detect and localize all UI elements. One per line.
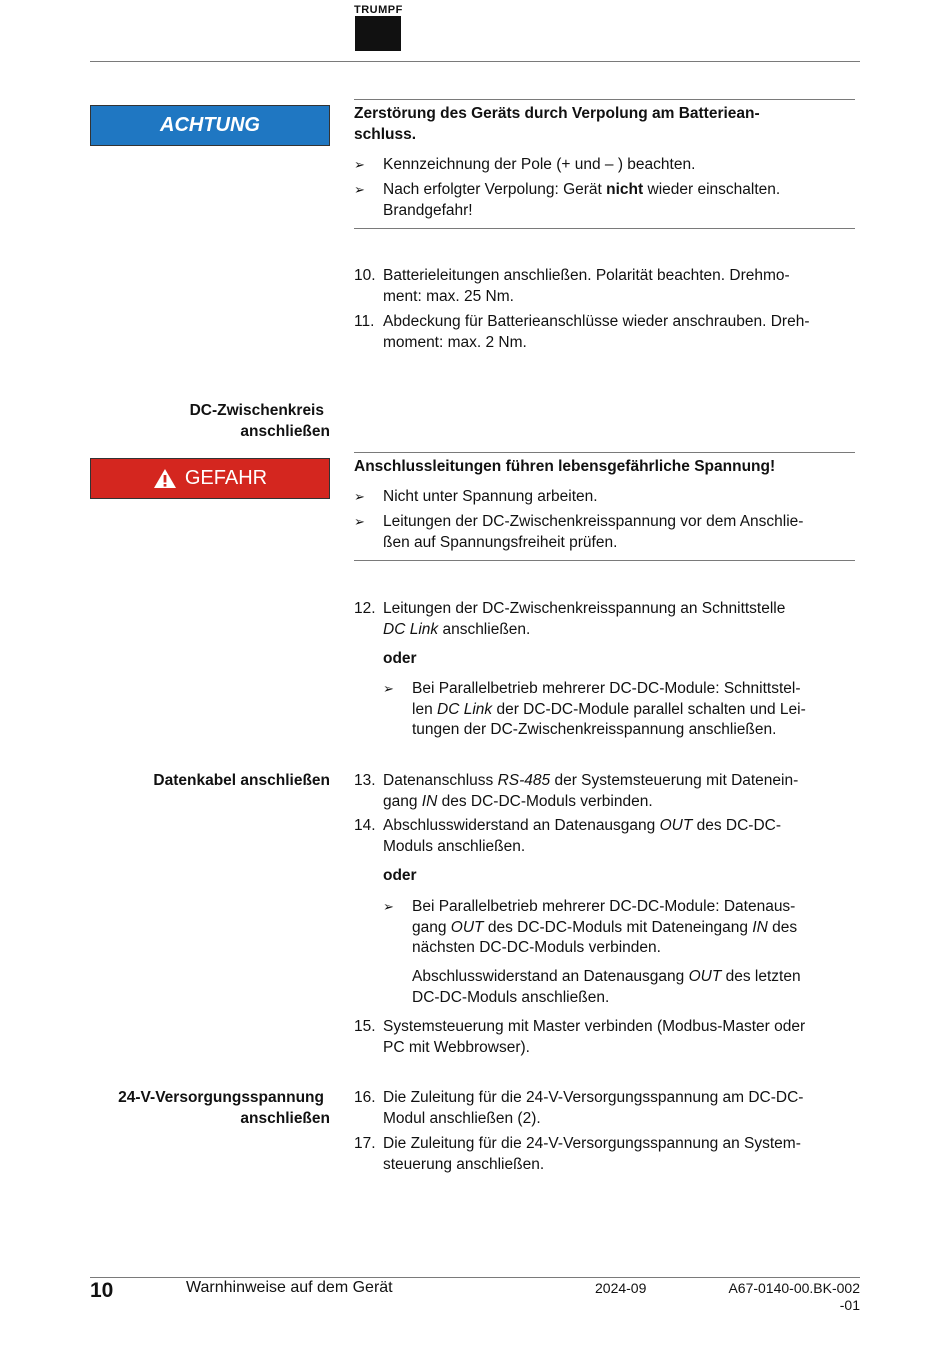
achtung-bullet-2-emph: nicht bbox=[606, 181, 644, 198]
step-10-line1: Batterieleitungen anschließen. Polarität beachten. Drehmo- bbox=[383, 267, 790, 284]
header-rule bbox=[90, 61, 860, 62]
brand-logo-text: TRUMPF bbox=[354, 4, 403, 16]
step-12-line1: Leitungen der DC-Zwischenkreisspannung an Schnittstelle bbox=[383, 600, 786, 617]
interface-name: IN bbox=[421, 792, 438, 810]
step-number: 17. bbox=[354, 1135, 376, 1152]
interface-name: OUT bbox=[659, 817, 693, 834]
achtung-bullet-1 bbox=[354, 155, 860, 176]
step-13-line1-a: Datenanschluss bbox=[383, 772, 498, 789]
achtung-notice bbox=[354, 104, 860, 145]
gefahr-bottom-rule bbox=[354, 560, 855, 561]
interface-name: IN bbox=[752, 918, 768, 936]
achtung-bullet-2-text-c: wieder einschalten. bbox=[643, 181, 781, 198]
step-number: 16. bbox=[354, 1089, 376, 1106]
step-14 bbox=[354, 816, 860, 857]
footer-date: 2024-09 bbox=[595, 1280, 647, 1296]
step-10-line2: ment: max. 25 Nm. bbox=[383, 287, 514, 305]
step-15 bbox=[354, 1017, 860, 1058]
interface-name: DC Link bbox=[437, 700, 493, 718]
interface-name: OUT bbox=[688, 968, 722, 985]
step-number: 14. bbox=[354, 817, 376, 834]
step-17-line1: Die Zuleitung für die 24-V-Versorgungsspannung an System- bbox=[383, 1135, 801, 1152]
parallel-option-dc bbox=[383, 679, 860, 741]
step-17-line2: steuerung anschließen. bbox=[383, 1155, 545, 1173]
step-12-line2-text: anschließen. bbox=[438, 620, 531, 638]
oder-label: oder bbox=[383, 650, 417, 667]
gefahr-bullet-2-line1: Leitungen der DC-Zwischenkreisspannung vor dem Anschlie- bbox=[383, 513, 804, 530]
step-11-line1: Abdeckung für Batterieanschlüsse wieder anschrauben. Dreh- bbox=[383, 313, 810, 330]
footer-rule bbox=[90, 1277, 860, 1278]
step-14-line1-a: Abschlusswiderstand an Datenausgang bbox=[383, 817, 660, 834]
parallel-dc-line2-a: len bbox=[412, 700, 437, 718]
section-heading-24v-line2: anschließen bbox=[240, 1109, 330, 1127]
achtung-bullet-2 bbox=[354, 180, 860, 221]
footer-doc-line1: A67-0140-00.BK-002 bbox=[728, 1280, 860, 1296]
termination-line1-a: Abschlusswiderstand an Datenausgang bbox=[412, 968, 689, 985]
arrow-bullet-icon: ➢ bbox=[354, 489, 365, 504]
section-heading-data-cable: Datenkabel anschließen bbox=[153, 772, 330, 789]
warning-triangle-icon bbox=[153, 468, 177, 489]
arrow-bullet-icon: ➢ bbox=[354, 157, 365, 172]
parallel-dc-line2-c: der DC-DC-Module parallel schalten und Lei- bbox=[492, 700, 806, 718]
step-number: 11. bbox=[354, 313, 375, 330]
achtung-bullet-2-line2: Brandgefahr! bbox=[383, 201, 473, 219]
gefahr-title: Anschlussleitungen führen lebensgefährliche Spannung! bbox=[354, 458, 776, 475]
step-15-line2: PC mit Webbrowser). bbox=[383, 1038, 530, 1056]
section-heading-dc-line2: anschließen bbox=[240, 422, 330, 440]
footer-doc-line2: -01 bbox=[839, 1297, 860, 1313]
step-13-line1-c: der Systemsteuerung mit Datenein- bbox=[550, 772, 799, 789]
step-14-line2: Moduls anschließen. bbox=[383, 837, 526, 855]
step-number: 10. bbox=[354, 267, 376, 284]
parallel-data-line1: Bei Parallelbetrieb mehrerer DC-DC-Module: Datenaus- bbox=[412, 898, 796, 915]
gefahr-bullet-2-line2: ßen auf Spannungsfreiheit prüfen. bbox=[383, 533, 618, 551]
section-heading-24v-line1: 24-V-Versorgungsspannung bbox=[118, 1089, 324, 1106]
arrow-bullet-icon: ➢ bbox=[383, 681, 394, 696]
step-number: 13. bbox=[354, 772, 376, 789]
arrow-bullet-icon: ➢ bbox=[354, 182, 365, 197]
achtung-top-rule bbox=[354, 99, 855, 100]
interface-name: DC Link bbox=[383, 620, 439, 638]
section-heading-24v bbox=[90, 1088, 330, 1129]
achtung-bullet-2-text-a: Nach erfolgter Verpolung: Gerät bbox=[383, 181, 607, 198]
step-12 bbox=[354, 599, 860, 640]
parallel-option-data bbox=[383, 897, 860, 959]
step-14-line1-c: des DC-DC- bbox=[692, 817, 782, 834]
gefahr-bullet-2 bbox=[354, 512, 860, 553]
gefahr-bullet-1-text: Nicht unter Spannung arbeiten. bbox=[383, 488, 598, 505]
arrow-bullet-icon: ➢ bbox=[354, 514, 365, 529]
footer-title: Warnhinweise auf dem Gerät bbox=[186, 1279, 393, 1296]
termination-line1-c: des letzten bbox=[721, 968, 801, 985]
parallel-data-line2-c: des DC-DC-Moduls mit Dateneingang bbox=[483, 918, 753, 936]
section-heading-dc-line1: DC-Zwischenkreis bbox=[189, 402, 324, 419]
step-13 bbox=[354, 771, 860, 812]
parallel-data-line3: nächsten DC-DC-Moduls verbinden. bbox=[412, 939, 661, 956]
page-number: 10 bbox=[90, 1279, 114, 1302]
achtung-title-line2: schluss. bbox=[354, 125, 417, 143]
parallel-data-line2-e: des bbox=[767, 918, 798, 936]
step-16-line2: Modul anschließen (2). bbox=[383, 1109, 541, 1127]
termination-note bbox=[412, 967, 860, 1008]
step-15-line1: Systemsteuerung mit Master verbinden (Modbus-Master oder bbox=[383, 1018, 806, 1035]
step-17 bbox=[354, 1134, 860, 1175]
interface-name: OUT bbox=[450, 918, 484, 936]
step-11-line2: moment: max. 2 Nm. bbox=[383, 333, 527, 351]
step-13-line2-c: des DC-DC-Moduls verbinden. bbox=[437, 792, 653, 810]
parallel-dc-line1: Bei Parallelbetrieb mehrerer DC-DC-Module: Schnittstel- bbox=[412, 680, 801, 697]
gefahr-label-box bbox=[90, 458, 330, 499]
step-13-line2-a: gang bbox=[383, 792, 422, 810]
step-11 bbox=[354, 312, 860, 353]
step-number: 15. bbox=[354, 1018, 376, 1035]
achtung-bullet-1-text: Kennzeichnung der Pole (+ und – ) beachten. bbox=[383, 156, 696, 173]
parallel-data-line2-a: gang bbox=[412, 918, 451, 936]
arrow-bullet-icon: ➢ bbox=[383, 899, 394, 914]
footer-doc-number bbox=[690, 1280, 860, 1314]
step-16-line1: Die Zuleitung für die 24-V-Versorgungsspannung am DC-DC- bbox=[383, 1089, 804, 1106]
achtung-label: ACHTUNG bbox=[160, 114, 260, 136]
achtung-label-box bbox=[90, 105, 330, 146]
interface-name: RS-485 bbox=[497, 772, 551, 789]
achtung-title-line1: Zerstörung des Geräts durch Verpolung am Batteriean- bbox=[354, 105, 760, 122]
gefahr-label: GEFAHR bbox=[184, 467, 268, 489]
achtung-bottom-rule bbox=[354, 228, 855, 229]
termination-line2: DC-DC-Moduls anschließen. bbox=[412, 988, 610, 1006]
section-heading-dc-link bbox=[90, 401, 330, 442]
step-10 bbox=[354, 266, 860, 307]
step-number: 12. bbox=[354, 600, 376, 617]
brand-logo-block bbox=[355, 16, 401, 51]
parallel-dc-line3: tungen der DC-Zwischenkreisspannung anschließen. bbox=[412, 721, 777, 738]
oder-label: oder bbox=[383, 867, 417, 884]
gefahr-bullet-1 bbox=[354, 487, 860, 508]
gefahr-top-rule bbox=[354, 452, 855, 453]
step-16 bbox=[354, 1088, 860, 1129]
